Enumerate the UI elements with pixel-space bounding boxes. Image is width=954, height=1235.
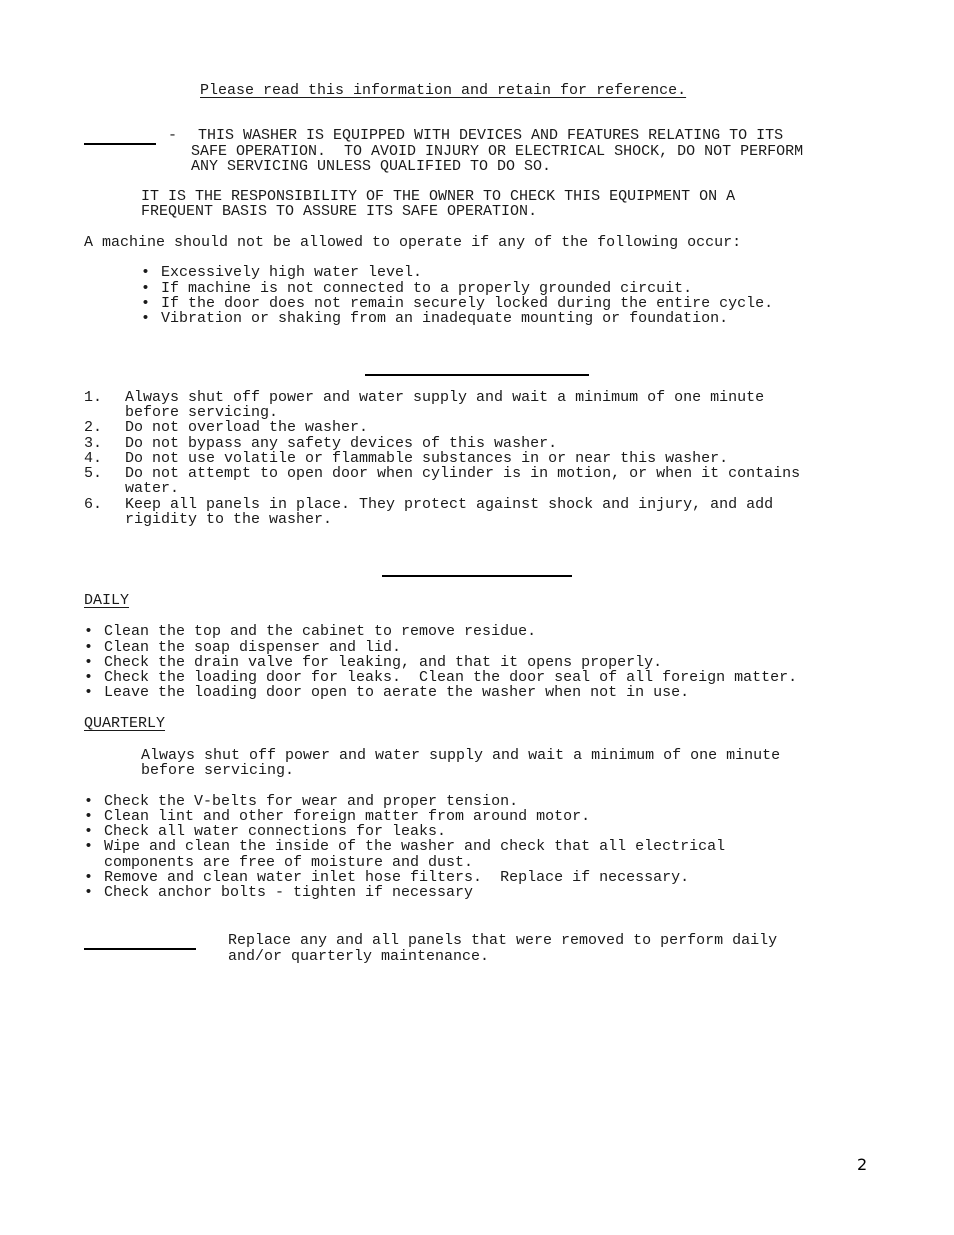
rule-number: 2. bbox=[84, 419, 103, 436]
condition-item: Excessively high water level. bbox=[161, 264, 423, 281]
rule-text: rigidity to the washer. bbox=[125, 511, 333, 528]
daily-item: Check the loading door for leaks. Clean the door seal of all foreign matter. bbox=[104, 669, 798, 686]
quarterly-item: Clean lint and other foreign matter from around motor. bbox=[104, 808, 591, 825]
quarterly-note-line-1: Always shut off power and water supply and wait a minimum of one minute bbox=[141, 747, 781, 764]
quarterly-bullet: • bbox=[84, 793, 94, 810]
rule-text: Do not use volatile or flammable substances in or near this washer. bbox=[125, 450, 729, 467]
rule-number: 3. bbox=[84, 435, 103, 452]
rule-text: water. bbox=[125, 480, 180, 497]
rule-text: Always shut off power and water supply and wait a minimum of one minute bbox=[125, 389, 765, 406]
daily-bullet: • bbox=[84, 669, 94, 686]
warning-label-rule bbox=[84, 143, 156, 145]
quarterly-item-continued: components are free of moisture and dust. bbox=[104, 854, 474, 871]
final-note-line-2: and/or quarterly maintenance. bbox=[228, 948, 490, 965]
responsibility-line-1: IT IS THE RESPONSIBILITY OF THE OWNER TO CHECK THIS EQUIPMENT ON A bbox=[141, 188, 736, 205]
quarterly-bullet: • bbox=[84, 869, 94, 886]
quarterly-bullet: • bbox=[84, 823, 94, 840]
rule-text: Keep all panels in place. They protect against shock and injury, and add bbox=[125, 496, 774, 513]
condition-bullet: • bbox=[141, 295, 151, 312]
daily-bullet: • bbox=[84, 623, 94, 640]
condition-bullet: • bbox=[141, 264, 151, 281]
daily-item: Leave the loading door open to aerate the washer when not in use. bbox=[104, 684, 690, 701]
conditions-intro: A machine should not be allowed to operate if any of the following occur: bbox=[84, 234, 742, 251]
rule-number: 1. bbox=[84, 389, 103, 406]
rule-text: before servicing. bbox=[125, 404, 279, 421]
rule-text: Do not bypass any safety devices of this washer. bbox=[125, 435, 558, 452]
daily-item: Clean the top and the cabinet to remove residue. bbox=[104, 623, 537, 640]
reference-notice: Please read this information and retain for reference. bbox=[200, 82, 687, 99]
quarterly-bullet: • bbox=[84, 838, 94, 855]
quarterly-item: Wipe and clean the inside of the washer and check that all electrical bbox=[104, 838, 726, 855]
daily-heading: DAILY bbox=[84, 592, 130, 609]
rule-number: 5. bbox=[84, 465, 103, 482]
responsibility-line-2: FREQUENT BASIS TO ASSURE ITS SAFE OPERATION. bbox=[141, 203, 538, 220]
quarterly-item: Check the V-belts for wear and proper tension. bbox=[104, 793, 519, 810]
condition-bullet: • bbox=[141, 310, 151, 327]
daily-item: Check the drain valve for leaking, and that it opens properly. bbox=[104, 654, 663, 671]
warning-dash: - bbox=[168, 127, 178, 144]
quarterly-heading: QUARTERLY bbox=[84, 715, 166, 732]
final-note-label-rule bbox=[84, 948, 196, 950]
quarterly-item: Check anchor bolts - tighten if necessary bbox=[104, 884, 474, 901]
rule-text: Do not attempt to open door when cylinder is in motion, or when it contains bbox=[125, 465, 801, 482]
quarterly-bullet: • bbox=[84, 808, 94, 825]
quarterly-item: Check all water connections for leaks. bbox=[104, 823, 447, 840]
page-number: 2 bbox=[857, 1155, 868, 1174]
quarterly-item: Remove and clean water inlet hose filters. Replace if necessary. bbox=[104, 869, 690, 886]
quarterly-bullet: • bbox=[84, 884, 94, 901]
daily-item: Clean the soap dispenser and lid. bbox=[104, 639, 402, 656]
warning-line-3: ANY SERVICING UNLESS QUALIFIED TO DO SO. bbox=[191, 158, 552, 175]
condition-item: If machine is not connected to a properly grounded circuit. bbox=[161, 280, 693, 297]
condition-bullet: • bbox=[141, 280, 151, 297]
safety-heading-rule bbox=[365, 374, 589, 376]
rule-text: Do not overload the washer. bbox=[125, 419, 369, 436]
rule-number: 6. bbox=[84, 496, 103, 513]
quarterly-note-line-2: before servicing. bbox=[141, 762, 295, 779]
daily-bullet: • bbox=[84, 654, 94, 671]
maintenance-heading-rule bbox=[382, 575, 572, 577]
daily-bullet: • bbox=[84, 639, 94, 656]
warning-line-1: THIS WASHER IS EQUIPPED WITH DEVICES AND FEATURES RELATING TO ITS bbox=[198, 127, 784, 144]
condition-item: Vibration or shaking from an inadequate mounting or foundation. bbox=[161, 310, 729, 327]
warning-line-2: SAFE OPERATION. TO AVOID INJURY OR ELECTRICAL SHOCK, DO NOT PERFORM bbox=[191, 143, 804, 160]
condition-item: If the door does not remain securely locked during the entire cycle. bbox=[161, 295, 774, 312]
final-note-line-1: Replace any and all panels that were removed to perform daily bbox=[228, 932, 778, 949]
rule-number: 4. bbox=[84, 450, 103, 467]
daily-bullet: • bbox=[84, 684, 94, 701]
